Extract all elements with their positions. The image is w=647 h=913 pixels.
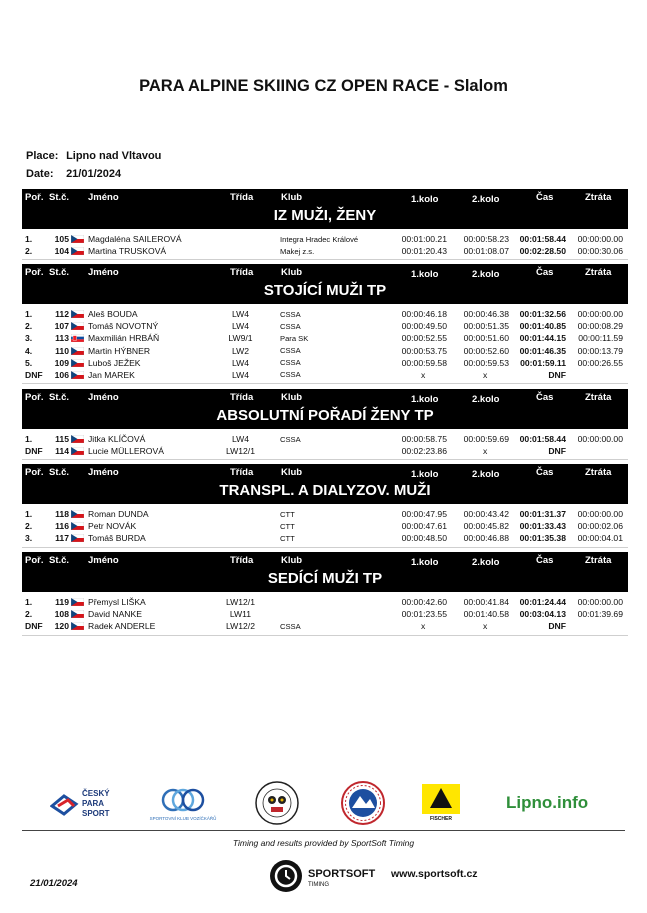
column-header-por: Poř. — [25, 467, 44, 478]
column-header-kolo1: 1.kolo — [411, 557, 439, 568]
column-header-klub: Klub — [281, 392, 303, 403]
column-header-trida: Třída — [230, 267, 254, 278]
section-header — [22, 189, 628, 229]
column-header-stc: St.č. — [49, 467, 70, 478]
athlete-name: Roman DUNDA — [88, 509, 149, 519]
column-header-cas: Čas — [536, 467, 554, 478]
column-header-por: Poř. — [25, 192, 44, 203]
sponsor-logos — [0, 778, 647, 828]
run2-time: 00:01:08.07 — [463, 246, 509, 257]
table-row — [22, 608, 628, 620]
column-header-trida: Třída — [230, 392, 254, 403]
lipno-text: Lipno.info — [506, 793, 589, 812]
rank: DNF — [25, 369, 43, 380]
athlete-name: Magdaléna SAILEROVÁ — [88, 234, 182, 244]
time-behind: 00:00:02.06 — [577, 521, 623, 532]
category-title: TRANSPL. A DIALYZOV. MUŽI — [219, 482, 431, 499]
czech-flag-icon — [71, 359, 84, 367]
czech-flag-icon — [71, 622, 84, 630]
column-header-jmeno: Jméno — [88, 555, 119, 566]
table-row — [22, 620, 628, 632]
start-number: 117 — [55, 533, 69, 544]
total-time: DNF — [548, 446, 566, 457]
column-header-trida: Třída — [230, 555, 254, 566]
rank: 1. — [25, 309, 33, 319]
class-cell: LW4 — [231, 369, 250, 380]
rank: 1. — [25, 234, 33, 244]
class-cell: LW4 — [231, 434, 250, 444]
start-number: 106 — [54, 369, 69, 380]
skv-text: SPORTOVNÍ KLUB VOZÍČKÁŘŮ — [149, 816, 217, 821]
start-number: 107 — [54, 321, 69, 332]
start-number: 114 — [55, 446, 69, 457]
column-header-jmeno: Jméno — [88, 467, 119, 478]
column-header-kolo2: 2.kolo — [472, 557, 500, 568]
run2-time: x — [483, 446, 488, 457]
rank: 3. — [25, 533, 33, 544]
run1-time: 00:01:23.55 — [401, 609, 447, 620]
athlete-name: Martin HÝBNER — [88, 345, 151, 356]
czech-flag-icon — [71, 322, 84, 330]
section-header — [22, 389, 628, 429]
section-divider — [22, 459, 628, 460]
column-header-ztrata: Ztráta — [585, 467, 612, 478]
time-behind: 00:00:13.79 — [577, 345, 623, 356]
total-time: 00:01:58.44 — [519, 234, 566, 244]
start-number: 120 — [54, 621, 69, 632]
column-header-kolo1: 1.kolo — [411, 194, 439, 205]
result-rows — [22, 508, 628, 545]
category-title: ABSOLUTNÍ POŘADÍ ŽENY TP — [216, 407, 434, 424]
results-section — [22, 464, 628, 548]
run1-time: 00:00:59.58 — [401, 357, 447, 368]
table-row — [22, 320, 628, 332]
sportsoft-name: SPORTSOFT — [308, 868, 376, 880]
club-cell: Makej z.s. — [280, 246, 315, 256]
start-number: 113 — [55, 333, 69, 344]
rank: 1. — [25, 509, 33, 519]
table-row — [22, 520, 628, 532]
time-behind: 00:00:11.59 — [578, 333, 623, 344]
section-divider — [22, 383, 628, 384]
rank: 2. — [25, 609, 33, 620]
czech-flag-icon — [71, 347, 84, 355]
run1-time: 00:00:42.60 — [401, 597, 447, 607]
column-header-ztrata: Ztráta — [585, 267, 612, 278]
column-header-por: Poř. — [25, 392, 44, 403]
category-title: STOJÍCÍ MUŽI TP — [263, 282, 387, 299]
total-time: 00:01:58.44 — [519, 434, 566, 444]
column-header-stc: St.č. — [49, 392, 70, 403]
start-number: 112 — [55, 309, 69, 319]
page-title: PARA ALPINE SKIING CZ OPEN RACE - Slalom — [139, 77, 508, 95]
total-time: 00:01:40.85 — [519, 321, 566, 332]
run2-time: 00:00:58.23 — [463, 234, 509, 244]
czech-flag-icon — [71, 598, 84, 606]
athlete-name: Martina TRUSKOVÁ — [88, 246, 167, 257]
column-header-stc: St.č. — [49, 192, 70, 203]
column-header-klub: Klub — [281, 192, 303, 203]
section-divider — [22, 259, 628, 260]
run2-time: 00:00:43.42 — [463, 509, 509, 519]
class-cell: LW11 — [229, 609, 252, 620]
run1-time: 00:00:58.75 — [401, 434, 447, 444]
column-header-cas: Čas — [536, 192, 554, 203]
rank: 1. — [25, 597, 33, 607]
total-time: DNF — [548, 621, 566, 632]
date-line — [26, 168, 121, 180]
result-rows — [22, 308, 628, 381]
time-behind: 00:00:00.00 — [577, 234, 623, 244]
footer-date: 21/01/2024 — [30, 878, 78, 889]
table-row — [22, 233, 628, 245]
athlete-name: Radek ANDERLE — [88, 621, 156, 632]
athlete-name: Jan MAREK — [88, 369, 135, 380]
table-row — [22, 445, 628, 457]
sk-vozickaru-logo — [143, 784, 223, 833]
rank: 1. — [25, 434, 33, 444]
column-header-ztrata: Ztráta — [585, 555, 612, 566]
cesky-para-sport-logo — [50, 786, 120, 825]
club-cell: CSSA — [280, 434, 301, 444]
start-number: 110 — [55, 345, 69, 356]
date-label: Date: — [26, 168, 54, 180]
cps-line3: SPORT — [82, 809, 110, 818]
run1-time: 00:02:23.86 — [401, 446, 447, 457]
athlete-name: Tomáš BURDA — [88, 533, 146, 544]
run2-time: 00:01:40.58 — [463, 609, 509, 620]
column-header-kolo1: 1.kolo — [411, 469, 439, 480]
start-number: 115 — [55, 434, 69, 444]
class-cell: LW4 — [231, 321, 250, 332]
column-header-stc: St.č. — [49, 267, 70, 278]
column-header-klub: Klub — [281, 555, 303, 566]
run1-time: 00:00:47.61 — [401, 521, 447, 532]
czech-flag-icon — [71, 247, 84, 255]
table-row — [22, 508, 628, 520]
club-cell: CTT — [280, 521, 295, 531]
time-behind: 00:00:00.00 — [577, 509, 623, 519]
timing-credit: Timing and results provided by SportSoft Timing — [232, 838, 415, 848]
run2-time: 00:00:52.60 — [463, 345, 509, 356]
start-number: 118 — [55, 509, 69, 519]
sportsoft-url: www.sportsoft.cz — [391, 868, 478, 880]
table-row — [22, 369, 628, 381]
column-header-cas: Čas — [536, 555, 554, 566]
czech-flag-icon — [71, 435, 84, 443]
start-number: 105 — [54, 234, 69, 244]
total-time: DNF — [548, 369, 566, 380]
time-behind: 00:01:39.69 — [577, 609, 623, 620]
sportsoft-logo — [268, 858, 378, 899]
club-cell: CSSA — [280, 321, 301, 331]
column-header-por: Poř. — [25, 267, 44, 278]
column-header-por: Poř. — [25, 555, 44, 566]
table-row — [22, 532, 628, 544]
sportsoft-sub: TIMING — [308, 882, 329, 888]
fischer-logo — [420, 782, 462, 827]
club-cell: CSSA — [280, 370, 301, 380]
club-cell: CTT — [280, 509, 295, 519]
club-cell: Integra Hradec Králové — [280, 234, 359, 244]
run2-time: 00:00:59.53 — [463, 357, 509, 368]
ski-club-seal-logo — [340, 780, 386, 831]
club-cell: CSSA — [280, 358, 301, 368]
results-section — [22, 552, 628, 636]
category-title: SEDÍCÍ MUŽI TP — [267, 570, 383, 587]
section-header — [22, 264, 628, 304]
column-header-kolo1: 1.kolo — [411, 394, 439, 405]
athlete-name: Přemysl LIŠKA — [88, 597, 146, 607]
club-cell: CSSA — [280, 621, 301, 631]
place-line — [26, 150, 161, 162]
czech-flag-icon — [71, 371, 84, 379]
section-header — [22, 552, 628, 592]
rank: DNF — [25, 621, 43, 632]
total-time: 00:01:59.11 — [520, 357, 566, 368]
club-seal-owl-logo — [254, 780, 300, 831]
column-header-ztrata: Ztráta — [585, 192, 612, 203]
run1-time: x — [421, 621, 426, 632]
place-value: Lipno nad Vltavou — [66, 150, 162, 162]
class-cell: LW4 — [231, 309, 250, 319]
athlete-name: Luboš JEŽEK — [88, 357, 141, 368]
class-cell: LW12/1 — [226, 446, 255, 457]
fischer-text: FISCHER — [430, 816, 452, 822]
start-number: 116 — [55, 521, 69, 532]
footer-rule — [22, 830, 625, 831]
category-title: IZ MUŽI, ŽENY — [273, 207, 377, 224]
run2-time: 00:00:51.60 — [463, 333, 509, 344]
column-header-kolo2: 2.kolo — [472, 469, 500, 480]
czech-flag-icon — [71, 310, 84, 318]
rank: 3. — [25, 333, 33, 344]
athlete-name: Aleš BOUDA — [88, 309, 138, 319]
column-header-jmeno: Jméno — [88, 267, 119, 278]
time-behind: 00:00:04.01 — [577, 533, 623, 544]
czech-flag-icon — [71, 235, 84, 243]
start-number: 109 — [54, 357, 69, 368]
time-behind: 00:00:30.06 — [577, 246, 623, 257]
result-rows — [22, 433, 628, 457]
rank: DNF — [25, 446, 43, 457]
rank: 2. — [25, 321, 33, 332]
class-cell: LW2 — [231, 345, 250, 356]
table-row — [22, 596, 628, 608]
run1-time: 00:00:48.50 — [401, 533, 447, 544]
time-behind: 00:00:00.00 — [577, 309, 623, 319]
column-header-kolo2: 2.kolo — [472, 394, 500, 405]
results-section — [22, 264, 628, 384]
column-header-trida: Třída — [230, 467, 254, 478]
table-row — [22, 308, 628, 320]
club-cell: CSSA — [280, 346, 301, 356]
column-header-cas: Čas — [536, 267, 554, 278]
run2-time: 00:00:51.35 — [463, 321, 509, 332]
total-time: 00:01:31.37 — [519, 509, 566, 519]
czech-flag-icon — [71, 447, 84, 455]
club-cell: Para SK — [280, 333, 309, 343]
start-number: 104 — [54, 246, 69, 257]
table-row — [22, 357, 628, 369]
lipno-info-logo — [506, 788, 606, 823]
results-section — [22, 189, 628, 260]
run1-time: 00:01:20.43 — [401, 246, 447, 257]
run1-time: 00:00:53.75 — [401, 345, 447, 356]
table-row — [22, 345, 628, 357]
time-behind: 00:00:08.29 — [577, 321, 623, 332]
athlete-name: Jitka KLÍČOVÁ — [88, 434, 146, 444]
total-time: 00:03:04.13 — [519, 609, 566, 620]
run1-time: 00:00:46.18 — [401, 309, 447, 319]
section-header — [22, 464, 628, 504]
club-cell: CSSA — [280, 309, 301, 319]
run2-time: x — [483, 369, 488, 380]
run1-time: 00:00:49.50 — [401, 321, 447, 332]
table-row — [22, 332, 628, 344]
table-row — [22, 433, 628, 445]
rank: 2. — [25, 521, 33, 532]
start-number: 108 — [54, 609, 69, 620]
column-header-kolo2: 2.kolo — [472, 269, 500, 280]
run2-time: x — [483, 621, 488, 632]
slovakia-flag-icon — [71, 334, 84, 342]
czech-flag-icon — [71, 610, 84, 618]
rank: 4. — [25, 345, 33, 356]
time-behind: 00:00:00.00 — [577, 597, 623, 607]
run1-time: 00:00:52.55 — [401, 333, 447, 344]
column-header-klub: Klub — [281, 467, 303, 478]
time-behind: 00:00:00.00 — [577, 434, 623, 444]
run2-time: 00:00:59.69 — [463, 434, 509, 444]
run2-time: 00:00:41.84 — [463, 597, 509, 607]
athlete-name: David NANKE — [88, 609, 142, 620]
section-divider — [22, 635, 628, 636]
athlete-name: Lucie MÜLLEROVÁ — [88, 446, 164, 457]
czech-flag-icon — [71, 510, 84, 518]
section-divider — [22, 547, 628, 548]
cps-line1: ČESKÝ — [82, 789, 110, 798]
column-header-stc: St.č. — [49, 555, 70, 566]
class-cell: LW12/2 — [226, 621, 255, 632]
run1-time: 00:00:47.95 — [401, 509, 447, 519]
column-header-ztrata: Ztráta — [585, 392, 612, 403]
date-value: 21/01/2024 — [66, 168, 122, 180]
column-header-kolo2: 2.kolo — [472, 194, 500, 205]
total-time: 00:02:28.50 — [519, 246, 566, 257]
total-time: 00:01:35.38 — [519, 533, 566, 544]
run1-time: x — [421, 369, 426, 380]
total-time: 00:01:33.43 — [519, 521, 566, 532]
column-header-jmeno: Jméno — [88, 392, 119, 403]
total-time: 00:01:32.56 — [519, 309, 566, 319]
class-cell: LW4 — [231, 357, 250, 368]
place-label: Place: — [26, 150, 59, 162]
column-header-jmeno: Jméno — [88, 192, 119, 203]
class-cell: LW9/1 — [228, 333, 253, 344]
start-number: 119 — [55, 597, 69, 607]
rank: 2. — [25, 246, 33, 257]
run2-time: 00:00:45.82 — [463, 521, 509, 532]
club-cell: CTT — [280, 533, 295, 543]
class-cell: LW12/1 — [226, 597, 255, 607]
rank: 5. — [25, 357, 33, 368]
run2-time: 00:00:46.88 — [463, 533, 509, 544]
column-header-trida: Třída — [230, 192, 254, 203]
column-header-klub: Klub — [281, 267, 303, 278]
czech-flag-icon — [71, 534, 84, 542]
athlete-name: Tomáš NOVOTNÝ — [88, 321, 159, 332]
cps-line2: PARA — [82, 799, 105, 808]
result-rows — [22, 233, 628, 257]
time-behind: 00:00:26.55 — [577, 357, 623, 368]
column-header-cas: Čas — [536, 392, 554, 403]
run1-time: 00:01:00.21 — [401, 234, 447, 244]
results-section — [22, 389, 628, 460]
run2-time: 00:00:46.38 — [463, 309, 509, 319]
total-time: 00:01:24.44 — [519, 597, 566, 607]
total-time: 00:01:44.15 — [519, 333, 566, 344]
athlete-name: Maxmilián HRBÁŇ — [88, 333, 160, 344]
czech-flag-icon — [71, 522, 84, 530]
table-row — [22, 245, 628, 257]
column-header-kolo1: 1.kolo — [411, 269, 439, 280]
result-rows — [22, 596, 628, 633]
athlete-name: Petr NOVÁK — [88, 521, 137, 532]
total-time: 00:01:46.35 — [519, 345, 566, 356]
